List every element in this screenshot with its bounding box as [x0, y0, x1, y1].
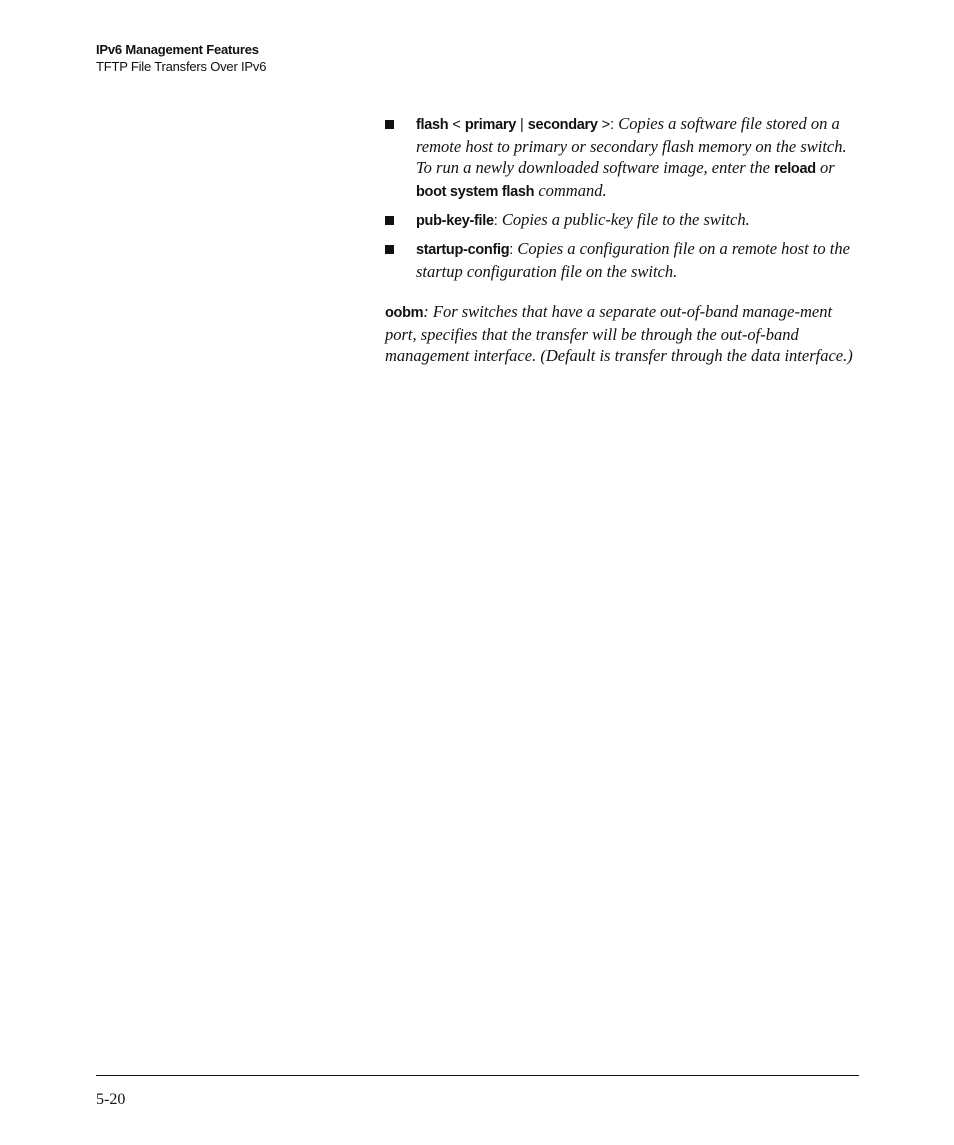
list-item-startup-config [385, 238, 860, 282]
separator: | [515, 117, 528, 133]
description-text: : For switches that have a separate out-of-band manage-ment port, specifies that the transfer will be through the out-of-band management interface. (Default is transfer through the data interface.) [385, 302, 853, 365]
close-bracket: > [597, 117, 611, 133]
keyword-oobm: oobm [385, 305, 424, 321]
keyword-secondary: secondary [527, 117, 598, 133]
running-header [96, 41, 266, 75]
colon: : [493, 213, 502, 229]
square-bullet-icon [385, 216, 394, 225]
square-bullet-icon [385, 245, 394, 254]
keyword-boot-system-flash: boot system flash [416, 184, 535, 200]
colon: : [610, 117, 619, 133]
keyword-reload: reload [774, 161, 816, 177]
footer-divider [96, 1075, 859, 1076]
keyword-primary: primary [464, 117, 516, 133]
chapter-title: IPv6 Management Features [96, 42, 259, 57]
colon: : [509, 242, 518, 258]
square-bullet-icon [385, 120, 394, 129]
description-text: command. [534, 181, 607, 200]
list-item-pub-key-file [385, 209, 860, 232]
oobm-paragraph [385, 301, 860, 366]
description-text: Copies a public-key file to the switch. [501, 210, 750, 229]
keyword-startup-config: startup-config [416, 242, 510, 258]
page-number: 5-20 [96, 1091, 126, 1108]
description-text: Copies a configuration file on a remote host to the startup configuration file on the switch. [416, 239, 850, 281]
description-text: Copies a software file stored on a remote host to primary or secondary flash memory on the switch. To run a newly downloaded software image, enter the [416, 114, 847, 177]
open-bracket: < [448, 117, 465, 133]
keyword-pub-key-file: pub-key-file [416, 213, 494, 229]
list-item-flash [385, 113, 860, 203]
section-title: TFTP File Transfers Over IPv6 [96, 59, 267, 74]
description-text: or [815, 158, 835, 177]
keyword-flash: flash [416, 117, 449, 133]
main-content [385, 113, 860, 366]
option-list [385, 113, 860, 282]
